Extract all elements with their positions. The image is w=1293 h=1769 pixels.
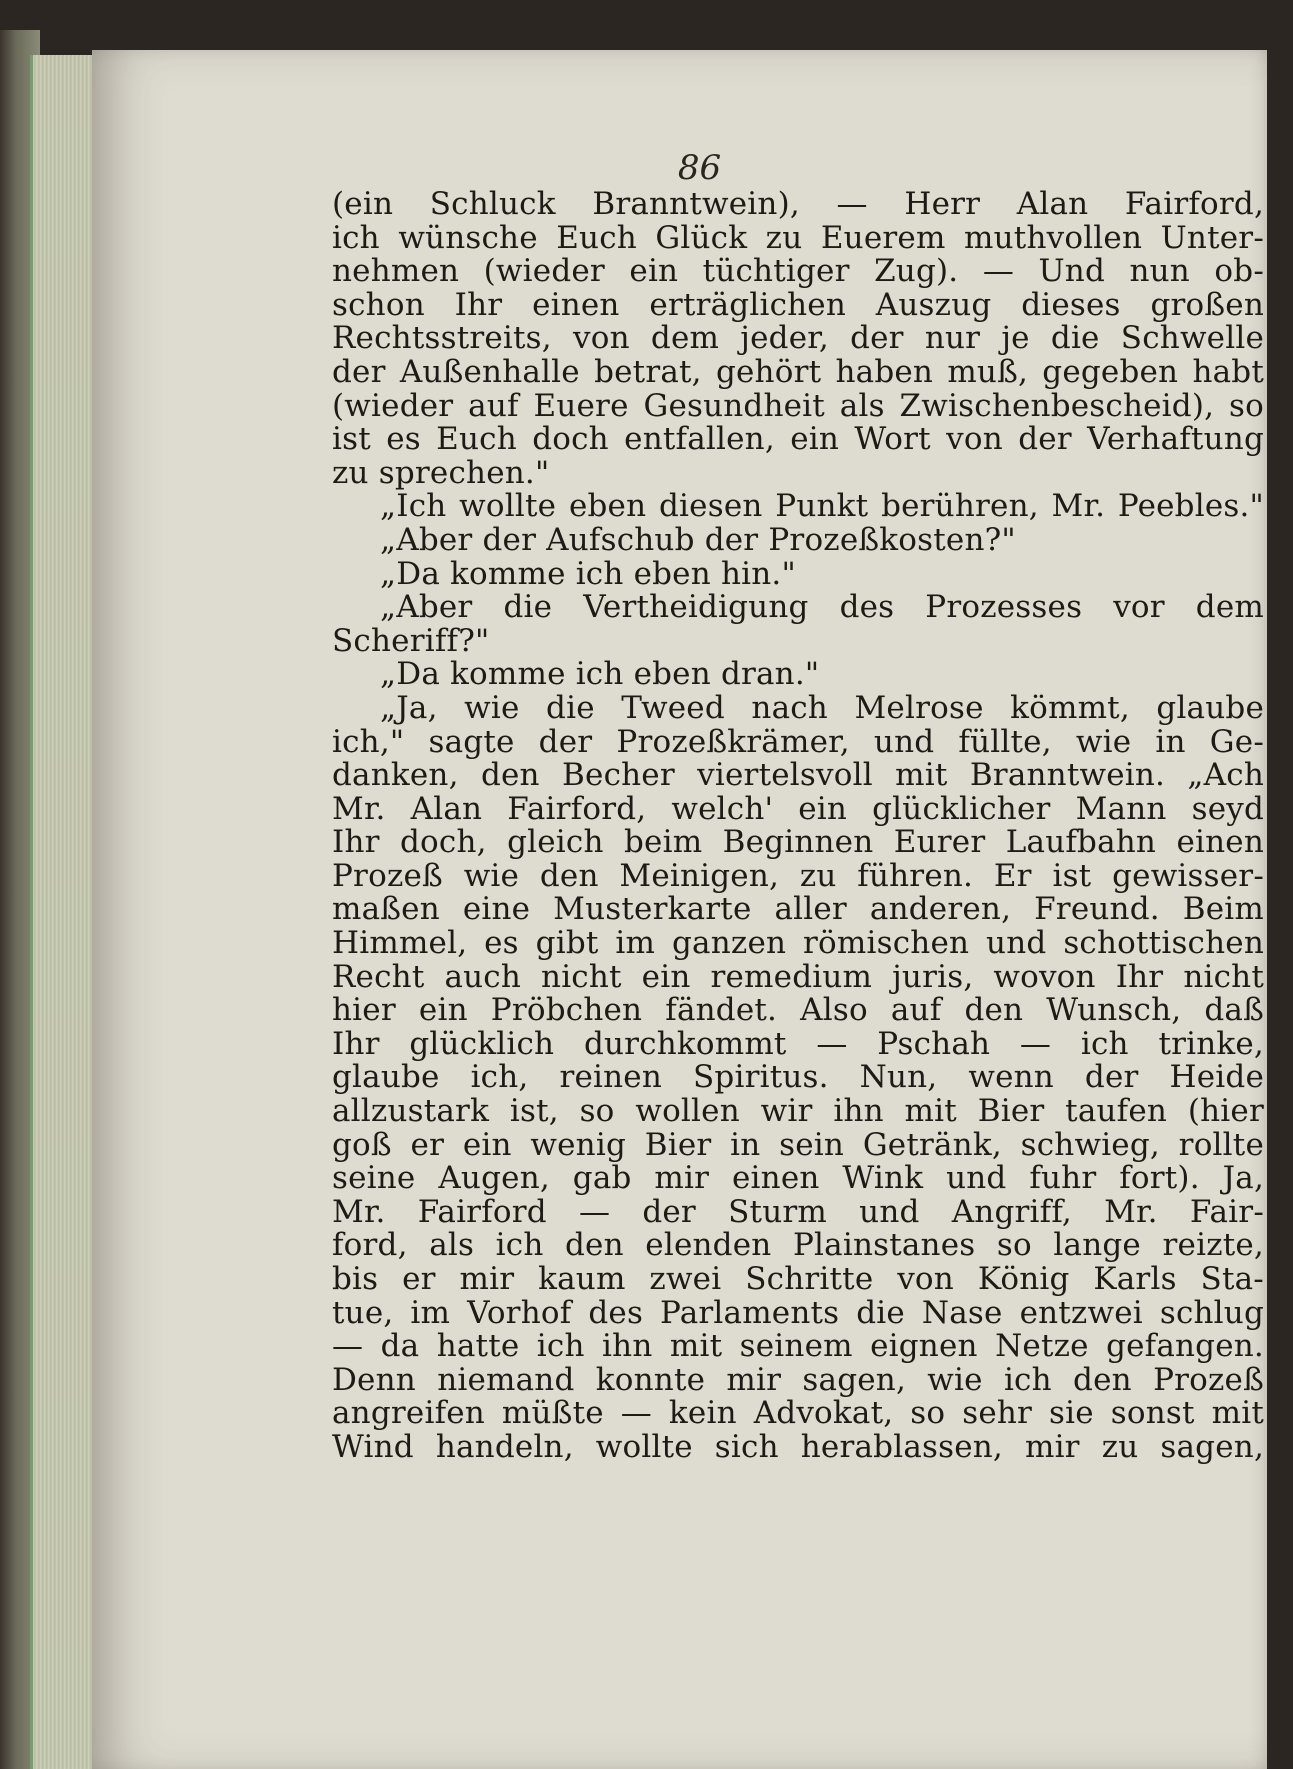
- page-number: 86: [677, 148, 722, 188]
- text-line: ich wünsche Euch Glück zu Euerem muthvollen Unter-: [332, 221, 1264, 256]
- text-line: tue, im Vorhof des Parlaments die Nase entzwei schlug: [332, 1296, 1264, 1331]
- text-line: „Ich wollte eben diesen Punkt berühren, Mr. Peebles.": [380, 490, 1264, 524]
- text-line: Recht auch nicht ein remedium juris, wovon Ihr nicht: [332, 960, 1264, 995]
- text-line: ich," sagte der Prozeßkrämer, und füllte, wie in Ge-: [332, 725, 1264, 760]
- text-line: Ihr glücklich durchkommt — Pschah — ich trinke,: [332, 1027, 1264, 1062]
- text-line: Denn niemand konnte mir sagen, wie ich den Prozeß: [332, 1363, 1264, 1398]
- text-line: schon Ihr einen erträglichen Auszug dieses großen: [332, 288, 1264, 323]
- text-line: seine Augen, gab mir einen Wink und fuhr fort). Ja,: [332, 1162, 1264, 1196]
- text-line: glaube ich, reinen Spiritus. Nun, wenn der Heide: [332, 1061, 1264, 1096]
- text-line: Prozeß wie den Meinigen, zu führen. Er ist gewisser-: [332, 859, 1264, 894]
- text-line: Scheriff?": [332, 624, 490, 659]
- text-line: ford, als ich den elenden Plainstanes so lange reizte,: [332, 1229, 1264, 1263]
- text-line: Wind handeln, wollte sich herablassen, mir zu sagen,: [332, 1430, 1264, 1465]
- text-line: goß er ein wenig Bier in sein Getränk, schwieg, rollte: [332, 1128, 1264, 1163]
- text-line: maßen eine Musterkarte aller anderen, Freund. Beim: [332, 893, 1264, 928]
- text-line: Mr. Alan Fairford, welch' ein glücklicher Mann seyd: [332, 792, 1264, 827]
- text-line: „Aber die Vertheidigung des Prozesses vor dem: [380, 591, 1264, 625]
- text-line: Himmel, es gibt im ganzen römischen und schottischen: [332, 927, 1264, 961]
- text-line: Ihr doch, gleich beim Beginnen Eurer Laufbahn einen: [332, 826, 1264, 860]
- text-line: „Ja, wie die Tweed nach Melrose kömmt, glaube: [380, 691, 1264, 726]
- text-line: „Da komme ich eben dran.": [380, 658, 820, 692]
- text-line: — da hatte ich ihn mit seinem eignen Netze gefangen.: [332, 1330, 1264, 1364]
- text-line: allzustark ist, so wollen wir ihn mit Bier taufen (hier: [332, 1095, 1264, 1129]
- text-line: „Da komme ich eben hin.": [380, 557, 796, 592]
- text-line: danken, den Becher viertelsvoll mit Branntwein. „Ach: [332, 759, 1264, 793]
- text-line: hier ein Pröbchen fändet. Also auf den Wunsch, daß: [332, 994, 1264, 1028]
- text-line: „Aber der Aufschub der Prozeßkosten?": [380, 523, 1016, 558]
- text-line: bis er mir kaum zwei Schritte von König Karls Sta-: [332, 1263, 1264, 1297]
- text-line: Rechtsstreits, von dem jeder, der nur je die Schwelle: [332, 322, 1264, 356]
- page-text: [332, 188, 1264, 1465]
- text-line: zu sprechen.": [332, 456, 550, 491]
- text-line: (wieder auf Euere Gesundheit als Zwischenbescheid), so: [332, 389, 1264, 424]
- book-page: [92, 50, 1267, 1769]
- text-line: (ein Schluck Branntwein), — Herr Alan Fairford,: [332, 188, 1264, 222]
- text-line: nehmen (wieder ein tüchtiger Zug). — Und nun ob-: [332, 255, 1264, 289]
- text-line: Mr. Fairford — der Sturm und Angriff, Mr. Fair-: [332, 1195, 1264, 1230]
- text-line: ist es Euch doch entfallen, ein Wort von der Verhaftung: [332, 423, 1264, 457]
- text-line: der Außenhalle betrat, gehört haben muß, gegeben habt: [332, 355, 1264, 390]
- text-line: angreifen müßte — kein Advokat, so sehr sie sonst mit: [332, 1397, 1264, 1431]
